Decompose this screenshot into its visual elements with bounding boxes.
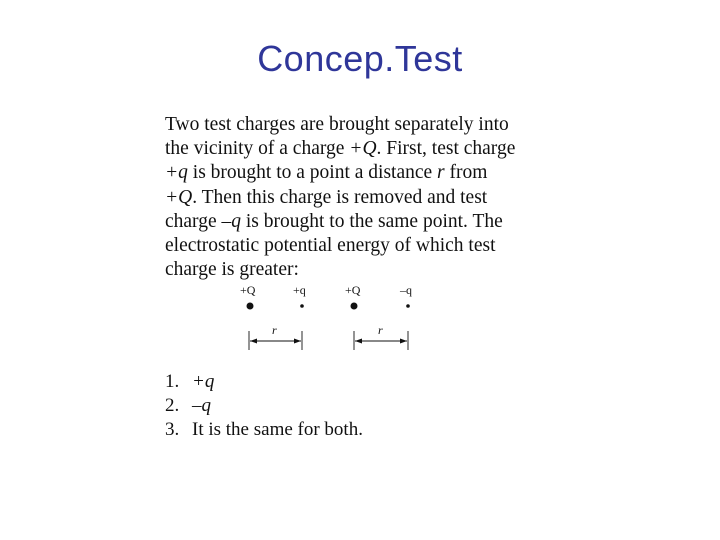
question-run: the vicinity of a charge [165,138,350,160]
question-paragraph [165,113,555,282]
question-run: charge [165,210,222,232]
distance-arrow-left-1 [250,339,257,344]
source-charge-label-1: +Q [240,283,256,297]
test-charge-dot-1 [300,304,304,308]
charge-diagram [235,278,425,353]
question-line [165,137,555,161]
distance-arrow-left-2 [355,339,362,344]
question-symbol: +Q [349,138,377,160]
question-symbol: +q [165,162,188,184]
question-run: Two test charges are brought separately into [165,114,509,135]
answer-option-2[interactable] [165,394,363,418]
source-charge-dot-1 [247,303,254,310]
answer-number: 3. [165,419,180,440]
answer-option-1[interactable] [165,370,363,394]
question-run: from [444,162,488,184]
test-charge-dot-2 [406,304,410,308]
source-charge-label-2: +Q [345,283,361,297]
distance-label-2: r [378,323,383,337]
answer-option-3[interactable] [165,418,363,442]
source-charge-dot-2 [351,303,358,310]
question-symbol: r [437,162,445,184]
question-run: electrostatic potential energy of which test [165,235,496,257]
question-line [165,210,555,234]
question-symbol: +Q [165,186,193,208]
question-line [165,234,555,258]
question-text [165,113,555,282]
answer-text: +q [192,371,215,392]
test-charge-label-1: +q [293,283,306,297]
slide-title: Concep.Test [257,38,463,79]
distance-arrow-right-1 [294,339,301,344]
distance-arrow-right-2 [400,339,407,344]
answer-number: 1. [165,371,180,392]
distance-label-1: r [272,323,277,337]
question-run: . First, test charge [376,138,516,160]
question-symbol: –q [221,210,241,232]
question-run: charge is greater: [165,259,299,281]
answer-number: 2. [165,395,180,416]
answer-text: –q [192,395,211,416]
question-run: is brought to a point a distance [187,162,438,184]
question-line [165,186,555,210]
test-charge-label-2: –q [400,283,412,297]
question-run: is brought to the same point. The [240,210,503,232]
answer-text: It is the same for both. [192,419,363,440]
question-line [165,161,555,185]
answer-list [165,370,363,442]
question-line [165,113,555,137]
question-run: . Then this charge is removed and test [192,186,488,208]
